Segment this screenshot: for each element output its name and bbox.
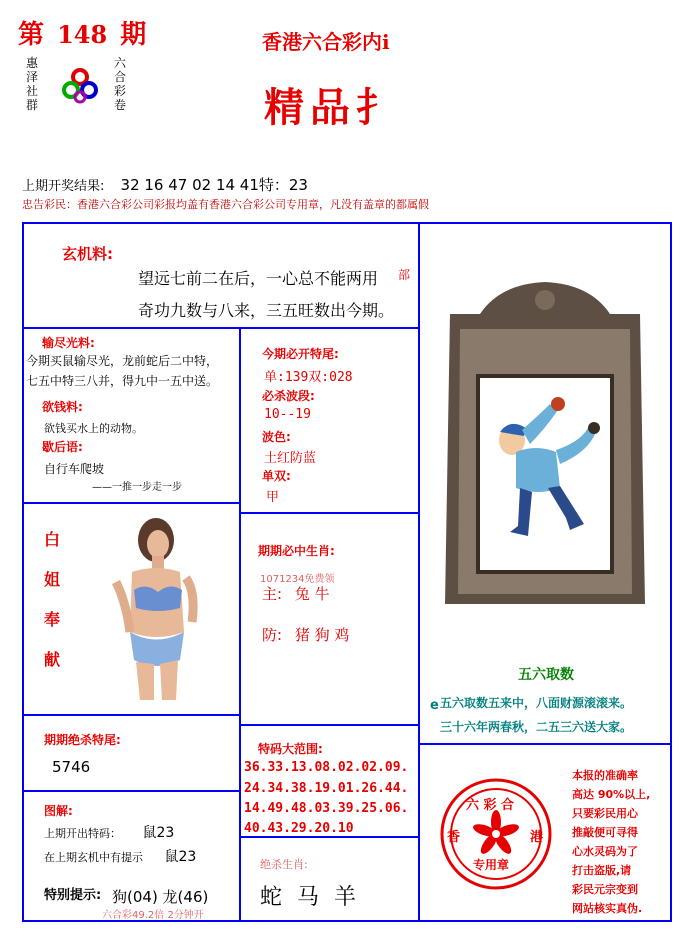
shujin-line2: 七五中特三八并，得九中一五中送。 xyxy=(26,374,219,388)
accuracy-line: 打击盗版,请 xyxy=(572,864,632,877)
seal-bottom: 专用章 xyxy=(473,858,510,872)
xuanji-line1: 望远七前二在后，一心总不能两用 xyxy=(138,269,379,288)
accuracy-line: 本报的准确率 xyxy=(572,769,638,782)
tujie-line1 xyxy=(44,822,174,842)
seal-left: 香 xyxy=(447,830,461,845)
tujie-line2 xyxy=(44,846,196,866)
notice-line: 忠告彩民：香港六合彩公司彩报均盖有香港六合彩公司专用章，凡没有盖章的都属假 xyxy=(22,198,429,211)
xiehouyu-title: 歇后语: xyxy=(42,440,83,454)
accuracy-line: 只要彩民用心 xyxy=(572,807,638,820)
divider-row-4a xyxy=(22,790,240,792)
fanwei-row: 40.43.29.20.10 xyxy=(244,821,354,836)
shengxiao-fang-label: 防: xyxy=(262,626,283,644)
seal-top: 六 彩 合 xyxy=(466,798,515,813)
shengxiao-faded: 1071234免费领 xyxy=(260,574,335,585)
accuracy-line: 推敲便可寻得 xyxy=(572,826,638,839)
accuracy-line: 彩民元宗变到 xyxy=(572,883,638,896)
weishu-value: 单:139双:028 xyxy=(264,370,353,385)
tebie-title: 特别提示: xyxy=(44,888,102,903)
tujie-title: 图解: xyxy=(44,804,73,818)
yuqian-text: 欲钱买水上的动物。 xyxy=(44,422,143,435)
vertical-char: 群 xyxy=(26,98,39,112)
danshuang-title: 单双: xyxy=(262,469,291,483)
title-big: 精品扌 xyxy=(264,84,402,131)
vertical-char: 社 xyxy=(26,84,39,98)
yuqian-title: 欲钱料: xyxy=(42,400,83,414)
baijie-char: 白 xyxy=(44,530,61,549)
wuliu-bullet: e xyxy=(430,698,439,713)
fanwei-row: 24.34.38.19.01.26.44. xyxy=(244,781,409,796)
frame-top xyxy=(22,222,672,224)
tebie-faded: 六合彩49.2倍 2分钟开 xyxy=(102,910,204,921)
divider-col-mid xyxy=(239,327,241,920)
xuanji-side-tag: 部 xyxy=(398,268,411,282)
title-top: 香港六合彩内i xyxy=(262,30,390,54)
baijie-vertical xyxy=(44,520,60,680)
baijie-char: 献 xyxy=(44,650,61,669)
tujie-line1-value: 鼠23 xyxy=(142,825,175,841)
jueshashengxiao-value: 蛇 马 羊 xyxy=(260,885,360,910)
weishu-title: 今期必开特尾: xyxy=(262,347,339,361)
issue-number: 148 xyxy=(57,20,108,49)
jueshate-title: 期期绝杀特尾: xyxy=(44,733,121,747)
fanwei-row: 14.49.48.03.39.25.06. xyxy=(244,801,409,816)
bose-title: 波色: xyxy=(262,430,291,444)
xiehouyu-line1: 自行车爬坡 xyxy=(44,462,105,476)
wuliu-line2: 三十六年两春秋，二五三六送大家。 xyxy=(440,720,633,734)
shengxiao-main xyxy=(262,583,330,604)
divider-row-2b xyxy=(240,512,420,514)
shengxiao-fang xyxy=(262,624,349,645)
bose-value: 土红防蓝 xyxy=(264,451,317,466)
vertical-char: 六 xyxy=(114,56,127,70)
danshuang-value: 甲 xyxy=(266,490,280,505)
tujie-line2-label: 在上期玄机中有提示 xyxy=(44,851,143,864)
jueshate-value: 5746 xyxy=(52,758,91,776)
divider-row-3b xyxy=(240,724,420,726)
bosha-title: 必杀波段: xyxy=(262,389,315,403)
ornate-frame-picture xyxy=(420,274,670,614)
accuracy-block xyxy=(572,766,650,918)
baijie-char: 奉 xyxy=(44,610,61,629)
bosha-value: 10--19 xyxy=(264,407,311,422)
vertical-char: 惠 xyxy=(26,56,39,70)
vertical-char: 泽 xyxy=(26,70,39,84)
fanwei-row: 36.33.13.08.02.02.09. xyxy=(244,760,409,775)
wuliu-line1: 五六取数五来中，八面财源滚滚来。 xyxy=(440,696,633,710)
accuracy-line: 高达 90%以上, xyxy=(572,788,651,801)
results-numbers: 32 16 47 02 14 41特：23 xyxy=(120,176,308,194)
shengxiao-main-value: 兔 牛 xyxy=(294,585,330,603)
results-label: 上期开奖结果: xyxy=(22,179,105,194)
vertical-char: 彩 xyxy=(114,84,127,98)
shujin-title: 输尽光料: xyxy=(42,336,95,350)
accuracy-line: 网站核实真伪. xyxy=(572,902,643,915)
vertical-char: 卷 xyxy=(114,98,127,112)
tujie-line2-value: 鼠23 xyxy=(164,849,197,865)
divider-row-4b xyxy=(240,836,420,838)
divider-row-2a xyxy=(22,502,240,504)
issue-label xyxy=(18,14,146,51)
baijie-char: 姐 xyxy=(44,570,61,589)
xuanji-line2: 奇功九数与八来，三五旺数出今期。 xyxy=(138,301,395,320)
issue-prefix: 第 xyxy=(18,20,45,50)
shengxiao-main-label: 主: xyxy=(262,585,283,603)
vertical-char: 合 xyxy=(114,70,127,84)
logo-icon xyxy=(60,66,100,106)
wuliu-title: 五六取数 xyxy=(518,667,574,683)
shujin-line1: 今期买鼠输尽光，龙前蛇后二中特， xyxy=(26,354,219,368)
accuracy-line: 心水灵码为了 xyxy=(572,845,638,858)
issue-suffix: 期 xyxy=(120,20,147,50)
model-photo xyxy=(96,512,206,700)
results-line xyxy=(22,174,308,195)
tebie-value: 狗(04) 龙(46) xyxy=(112,888,209,906)
lottery-vertical xyxy=(114,56,126,112)
tujie-line1-label: 上期开出特码： xyxy=(44,827,121,840)
fanwei-title: 特码大范围: xyxy=(258,742,323,756)
divider-row-3a xyxy=(22,714,240,716)
divider-row-1 xyxy=(22,327,420,329)
jueshashengxiao-title: 绝杀生肖: xyxy=(260,858,308,871)
community-vertical xyxy=(26,56,38,112)
xiehouyu-line2: ——一推一步走一步 xyxy=(92,482,182,493)
shengxiao-title: 期期必中生肖: xyxy=(258,544,335,558)
xuanji-title: 玄机料: xyxy=(62,245,113,263)
frame-right xyxy=(670,222,672,922)
seal-right: 港 xyxy=(530,830,544,845)
divider-right-row xyxy=(418,743,672,745)
shengxiao-fang-value: 猪 狗 鸡 xyxy=(294,626,350,644)
